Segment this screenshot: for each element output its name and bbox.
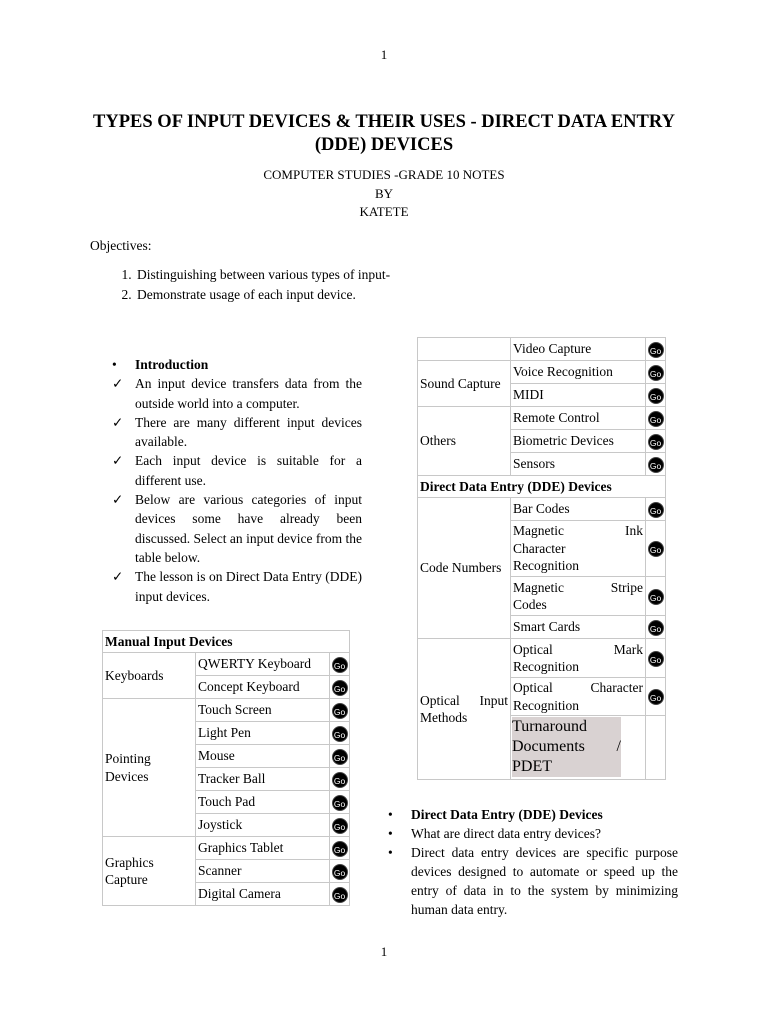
dde-definition: Direct data entry devices are specific purpose devices designed to automate or speed up the entry of data in to the system by minimizing human data entry. (411, 845, 678, 917)
objectives-list (100, 265, 390, 305)
intro-item: The lesson is on Direct Data Entry (DDE) input devices. (135, 569, 362, 604)
go-button[interactable]: Go (648, 620, 664, 636)
go-button[interactable]: Go (332, 749, 348, 765)
dde-section (388, 805, 678, 919)
word: Mark (613, 641, 643, 657)
word: Input (479, 692, 508, 708)
checkmark-icon: ✓ (112, 492, 124, 508)
devices-table-continued (417, 337, 666, 780)
intro-item: Below are various categories of input devices some have already been discussed. Select an input device from the table below. (135, 492, 362, 565)
category-sound-capture: Sound Capture (418, 361, 511, 407)
word: Recognition (513, 558, 579, 574)
intro-item: An input device transfers data from the outside world into a computer. (135, 376, 362, 411)
checkmark-icon: ✓ (112, 453, 124, 469)
word: Codes (513, 597, 547, 612)
word: Turnaround (512, 718, 587, 735)
table-header: Manual Input Devices (103, 631, 350, 653)
device-concept-keyboard: Concept Keyboard (196, 676, 330, 699)
intro-item: There are many different input devices available. (135, 414, 362, 450)
intro-item: Each input device is suitable for a different use. (135, 453, 362, 488)
device-biometric-devices: Biometric Devices (511, 430, 646, 453)
word: PDET (512, 758, 552, 775)
page-title: TYPES OF INPUT DEVICES & THEIR USES - DIRECT DATA ENTRY (DDE) DEVICES (93, 112, 675, 155)
go-button[interactable]: Go (648, 434, 664, 450)
go-button[interactable]: Go (648, 541, 664, 557)
device-magnetic-stripe-codes (511, 577, 646, 616)
category-empty (418, 338, 511, 361)
intro-heading: Introduction (135, 357, 209, 372)
page-number-bottom: 1 (380, 944, 388, 959)
checkmark-icon: ✓ (112, 414, 124, 430)
device-light-pen: Light Pen (196, 722, 330, 745)
objective-item: 2. Demonstrate usage of each input device. (135, 285, 390, 305)
device-smart-cards: Smart Cards (511, 616, 646, 639)
go-button[interactable]: Go (648, 388, 664, 404)
device-scanner: Scanner (196, 860, 330, 883)
dde-table-header: Direct Data Entry (DDE) Devices (418, 476, 666, 498)
category-pointing-devices: Pointing Devices (103, 699, 196, 837)
word: Methods (420, 710, 468, 725)
bullet-icon: • (112, 357, 117, 372)
device-digital-camera: Digital Camera (196, 883, 330, 906)
go-button[interactable]: Go (648, 651, 664, 667)
device-tracker-ball: Tracker Ball (196, 768, 330, 791)
word: Ink (625, 523, 643, 539)
device-sensors: Sensors (511, 453, 646, 476)
go-button[interactable]: Go (332, 726, 348, 742)
word: Recognition (513, 697, 579, 713)
go-button[interactable]: Go (332, 795, 348, 811)
go-button[interactable]: Go (648, 342, 664, 358)
device-qwerty-keyboard: QWERTY Keyboard (196, 653, 330, 676)
bullet-icon: • (388, 826, 393, 841)
device-bar-codes: Bar Codes (511, 498, 646, 521)
word: Optical (513, 680, 553, 695)
empty-cell (646, 716, 666, 780)
word: Character (513, 540, 566, 556)
word: Stripe (610, 579, 643, 595)
objectives-label: Objectives: (90, 238, 152, 253)
subtitle-line-2: BY (374, 186, 394, 201)
checkmark-icon: ✓ (112, 376, 124, 392)
bullet-icon: • (388, 807, 393, 822)
go-button[interactable]: Go (332, 841, 348, 857)
category-keyboards: Keyboards (103, 653, 196, 699)
device-touch-pad: Touch Pad (196, 791, 330, 814)
device-joystick: Joystick (196, 814, 330, 837)
word: Documents (512, 738, 585, 755)
manual-input-devices-table (102, 630, 350, 906)
device-touch-screen: Touch Screen (196, 699, 330, 722)
go-button[interactable]: Go (648, 457, 664, 473)
subtitle-line-3: KATETE (359, 204, 409, 219)
go-button[interactable]: Go (332, 887, 348, 903)
device-midi: MIDI (511, 384, 646, 407)
device-optical-mark-recognition (511, 639, 646, 678)
subtitle-line-1: COMPUTER STUDIES -GRADE 10 NOTES (263, 167, 505, 182)
checkmark-icon: ✓ (112, 569, 124, 585)
go-button[interactable]: Go (332, 657, 348, 673)
go-button[interactable]: Go (332, 680, 348, 696)
device-remote-control: Remote Control (511, 407, 646, 430)
introduction-section (112, 355, 362, 606)
word: Recognition (513, 659, 579, 674)
dde-question: What are direct data entry devices? (411, 826, 602, 841)
go-button[interactable]: Go (648, 689, 664, 705)
device-turnaround-documents (511, 716, 646, 780)
go-button[interactable]: Go (332, 703, 348, 719)
device-video-capture: Video Capture (511, 338, 646, 361)
go-button[interactable]: Go (648, 365, 664, 381)
go-button[interactable]: Go (332, 818, 348, 834)
word: Optical (420, 692, 460, 708)
go-button[interactable]: Go (648, 589, 664, 605)
device-mouse: Mouse (196, 745, 330, 768)
word: / (616, 738, 621, 755)
category-graphics-capture: Graphics Capture (103, 837, 196, 906)
category-optical-input-methods (418, 639, 511, 780)
device-optical-character-recognition (511, 678, 646, 716)
go-button[interactable]: Go (648, 502, 664, 518)
category-code-numbers: Code Numbers (418, 498, 511, 639)
device-voice-recognition: Voice Recognition (511, 361, 646, 384)
word: Magnetic (513, 523, 564, 539)
word: Magnetic (513, 579, 564, 595)
objective-item: 1. Distinguishing between various types of input- (135, 265, 390, 285)
device-magnetic-ink-character-recognition (511, 521, 646, 577)
category-others: Others (418, 407, 511, 476)
go-button[interactable]: Go (332, 864, 348, 880)
device-graphics-tablet: Graphics Tablet (196, 837, 330, 860)
go-button[interactable]: Go (332, 772, 348, 788)
word: Character (590, 680, 643, 695)
page-number-top: 1 (380, 47, 388, 62)
bullet-icon: • (388, 845, 393, 860)
word: Optical (513, 641, 553, 657)
dde-heading: Direct Data Entry (DDE) Devices (411, 807, 603, 822)
go-button[interactable]: Go (648, 411, 664, 427)
